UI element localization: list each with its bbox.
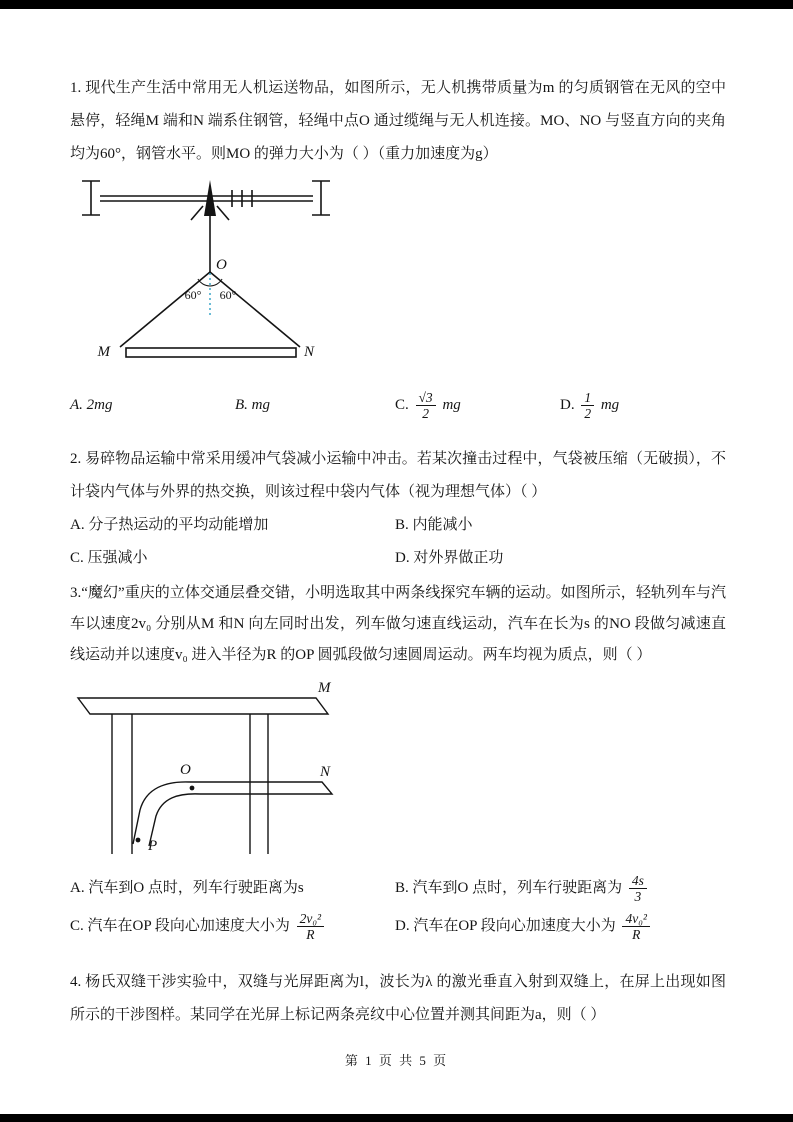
q3-option-c-label: C. 汽车在OP 段向心加速度大小为 [70,918,290,934]
q3-option-d [395,906,653,946]
q1-option-d-label: D. [560,397,575,413]
q2-option-a: A. 分子热运动的平均动能增加 [70,517,269,533]
page-footer: 第 1 页 共 5 页 [344,1053,449,1068]
q2-option-d: D. 对外界做正功 [395,550,504,566]
q1-options [70,385,730,429]
q2-option-c: C. 压强减小 [70,550,148,566]
page-top-border [0,0,793,9]
question-1-figure [70,172,370,372]
q1-option-c-fraction: $\frac{√3}{2}$ [416,390,436,422]
rope-on [210,272,300,347]
q1-option-c-suffix: mg [442,397,461,413]
track-label-m: M [318,680,331,696]
elevated-track [78,698,328,714]
question-3-figure [70,678,370,860]
support-left [82,181,100,215]
point-p-dot [136,838,141,843]
drone-mast [204,180,216,216]
rope-om [120,272,210,347]
steel-pipe [126,348,296,357]
ramp-outer [133,782,190,844]
point-o-dot [190,786,195,791]
q3-option-d-fraction: $\frac{\text{4v₀²}}{R}$ [622,911,649,943]
q3-options-row-2 [70,906,730,950]
q2-options-row-2 [70,538,730,582]
q1-option-b: B. mg [235,397,270,413]
q1-option-c-label: C. [395,397,409,413]
angle-right-label: 60° [219,288,237,302]
q1-option-d [560,385,619,425]
q3-option-d-label: D. 汽车在OP 段向心加速度大小为 [395,918,616,934]
lower-road [190,782,332,794]
question-3-text: 3.“魔幻”重庆的立体交通层叠交错，小明选取其中两条线探究车辆的运动。如图所示，轻轨列车与汽车以速度2v₀ 分别从M 和N 向左同时出发，列车做匀速直线运动，汽车在长为s 的NO 段做匀减速直线运动并以速度v₀ 进入半径为R 的OP 圆弧段做匀速圆周运动。两车均视为质点，则（ ） [70,585,726,663]
q1-option-d-fraction: $\frac{1}{2}$ [581,390,594,422]
q3-option-a: A. 汽车到O 点时，列车行驶距离为s [70,880,304,896]
q1-option-a: A. 2mg [70,397,113,413]
q1-option-c [395,385,461,425]
q3-option-b-fraction: $\frac{4s}{3}$ [629,873,647,905]
rail-ticks [232,190,252,207]
q3-option-c [70,906,327,946]
road-label-n: N [320,764,331,780]
q3-option-b [395,868,650,908]
question-1-text: 1. 现代生产生活中常用无人机运送物品，如图所示，无人机携带质量为m 的匀质钢管在无风的空中悬停，轻绳M 端和N 端系住钢管，轻绳中点O 通过缆绳与无人机连接。MO、NO 与竖直方向的夹角均为60°，钢管水平。则MO 的弹力大小为（ ）（重力加速度为g） [70,80,726,162]
q2-option-b: B. 内能减小 [395,517,473,533]
drone-rail [100,196,313,201]
ramp-point-p-label: P [148,838,158,854]
q3-option-c-fraction: $\frac{\text{2v₀²}}{R}$ [297,911,324,943]
label-n: N [304,344,315,360]
support-right [312,181,330,215]
page-bottom-border [0,1114,793,1122]
question-2-text: 2. 易碎物品运输中常采用缓冲气袋减小运输中冲击。若某次撞击过程中，气袋被压缩（无破损），不计袋内气体与外界的热交换，则该过程中袋内气体（视为理想气体）（ ） [70,451,726,500]
point-o-label: O [216,257,227,273]
label-m: M [97,344,110,360]
ramp-point-o-label: O [180,762,191,778]
angle-left-label: 60° [184,288,202,302]
question-4-text: 4. 杨氏双缝干涉实验中，双缝与光屏距离为l，波长为λ 的激光垂直入射到双缝上，在屏上出现如图所示的干涉图样。某同学在光屏上标记两条亮纹中心位置并测其间距为a，则（ ） [70,974,726,1023]
q3-option-b-label: B. 汽车到O 点时，列车行驶距离为 [395,880,623,896]
q1-option-d-suffix: mg [600,397,620,413]
